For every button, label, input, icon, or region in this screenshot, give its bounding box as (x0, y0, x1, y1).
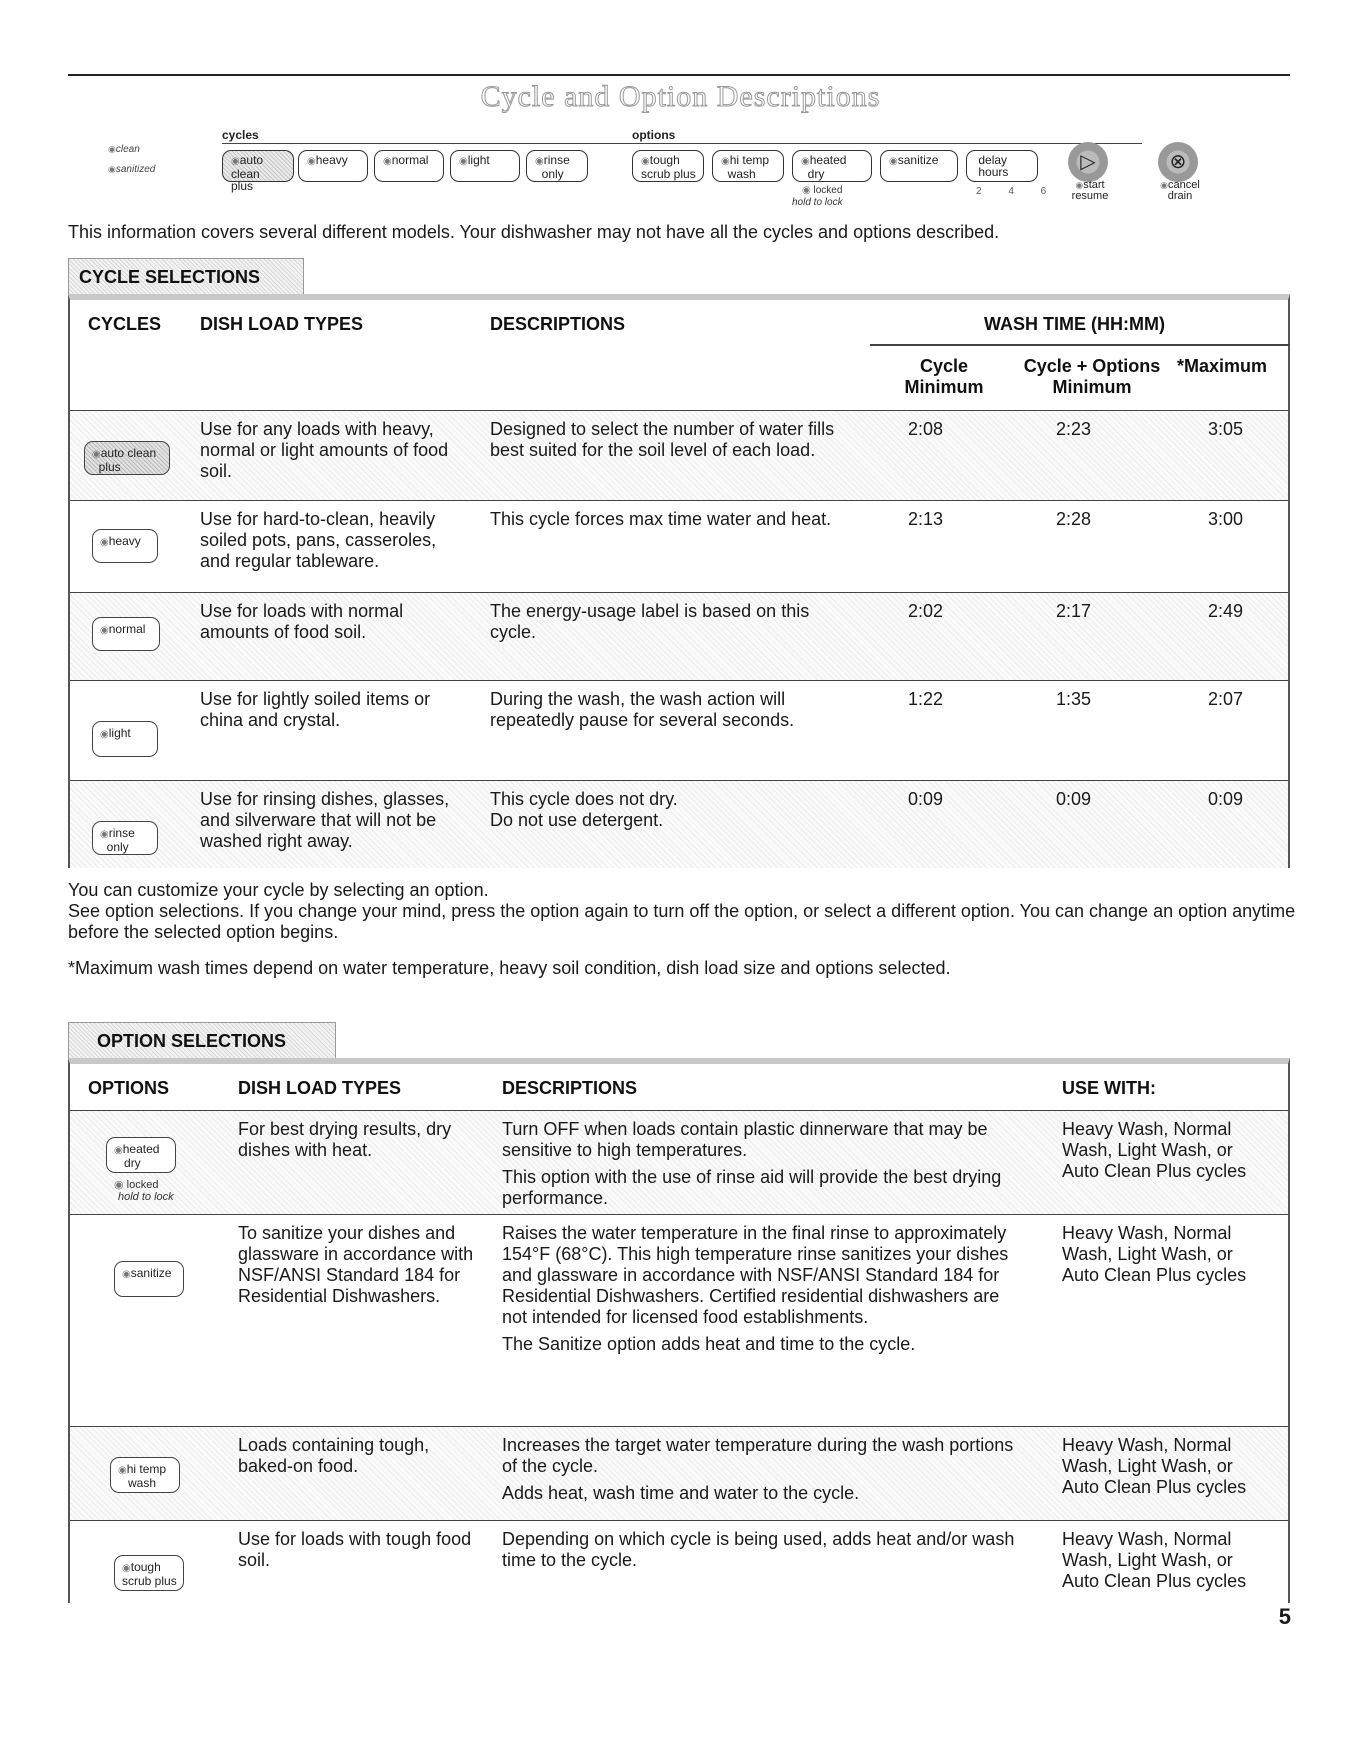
cycle-minimum-time: 2:08 (908, 419, 944, 439)
panel-cancel-button (1158, 142, 1198, 182)
cycle-load-type: Use for hard-to-clean, heavily soiled pots, pans, casseroles, and regular tableware. (200, 509, 437, 571)
option-use-with: Heavy Wash, Normal Wash, Light Wash, or Auto Clean Plus cycles (1062, 1223, 1247, 1285)
cycle-description: During the wash, the wash action will repeatedly pause for several seconds. (490, 689, 795, 730)
cycle-selections-tab: CYCLE SELECTIONS (68, 258, 304, 294)
page-number: 5 (1278, 1604, 1291, 1629)
heated-dry-locked-label: ◉ locked (114, 1179, 159, 1191)
page-title: Cycle and Option Descriptions (480, 80, 881, 113)
cycle-options-minimum-time: 2:23 (1056, 419, 1092, 439)
cycle-maximum-time: 3:00 (1208, 509, 1244, 529)
panel-locked-label: ◉ locked (802, 185, 843, 196)
panel-start-label: ◉start resume (1071, 179, 1109, 202)
cycle-options-minimum-time: 0:09 (1056, 789, 1092, 809)
cycle-row-rinse-only (70, 780, 1288, 868)
option-selections-table (68, 1058, 1290, 1603)
option-selections-tab: OPTION SELECTIONS (68, 1022, 336, 1058)
heated-dry-hold-to-lock-label: hold to lock (118, 1191, 174, 1203)
cycle-minimum-time: 2:13 (908, 509, 944, 529)
cycle-minimum-time: 0:09 (908, 789, 944, 809)
header-dish-load-types: DISH LOAD TYPES (200, 314, 364, 334)
panel-tough-scrub-plus-button: ◉tough scrub plus (632, 150, 704, 182)
header-descriptions: DESCRIPTIONS (502, 1078, 638, 1098)
cycle-row-light (70, 680, 1288, 780)
cycle-minimum-time: 2:02 (908, 601, 944, 621)
header-cycle-minimum: Cycle Minimum (904, 356, 984, 397)
cycle-description: This cycle does not dry. Do not use detergent. (490, 789, 678, 830)
panel-sanitize-button: ◉sanitize (880, 150, 958, 182)
wash-time-rule (870, 344, 1290, 346)
cycle-row-auto-clean-plus (70, 410, 1288, 500)
cycle-row-normal (70, 592, 1288, 680)
option-load-type: For best drying results, dry dishes with heat. (238, 1119, 452, 1160)
cycle-options-minimum-time: 2:17 (1056, 601, 1092, 621)
customize-note: You can customize your cycle by selecting an option. See option selections. If you change your mind, press the option again to turn off the option, or select a different option. You can change an option anytime before the selected option begins. (68, 880, 1296, 942)
top-rule (68, 74, 1290, 76)
option-description: Raises the water temperature in the final rinse to approximately 154°F (68°C). This high temperature rinse sanitizes your dishes and glassware in accordance with NSF/ANSI Standard 184 for Residential Dishwashers. Certified residential dishwashers are not intended for licensed food establishments. The Sanitize option adds heat and time to the cycle. (502, 1223, 1009, 1354)
cycle-load-type: Use for lightly soiled items or china and crystal. (200, 689, 431, 730)
option-description: Turn OFF when loads contain plastic dinnerware that may be sensitive to high temperatures. This option with the use of rinse aid will provide the best drying performance. (502, 1119, 1002, 1208)
option-row-tough-scrub-plus (70, 1520, 1288, 1609)
cycle-description: This cycle forces max time water and heat. (490, 509, 832, 529)
option-use-with: Heavy Wash, Normal Wash, Light Wash, or Auto Clean Plus cycles (1062, 1529, 1247, 1591)
cycle-selections-table (68, 294, 1290, 868)
header-cycle-options-minimum: Cycle + Options Minimum (1023, 356, 1161, 397)
intro-text: This information covers several different models. Your dishwasher may not have all the cycles and options described. (68, 222, 1000, 242)
header-use-with: USE WITH: (1062, 1078, 1156, 1098)
option-use-with: Heavy Wash, Normal Wash, Light Wash, or Auto Clean Plus cycles (1062, 1435, 1247, 1497)
cycle-minimum-time: 1:22 (908, 689, 944, 709)
panel-hold-to-lock-label: hold to lock (792, 197, 843, 208)
heavy-button-icon: ◉heavy (92, 529, 158, 563)
hi-temp-wash-button-icon: ◉hi temp wash (110, 1457, 180, 1493)
cycle-maximum-time: 0:09 (1208, 789, 1244, 809)
panel-light-button: ◉light (450, 150, 520, 182)
cycle-description: Designed to select the number of water fills best suited for the soil level of each load. (490, 419, 835, 460)
maximum-note: *Maximum wash times depend on water temperature, heavy soil condition, dish load size and options selected. (68, 958, 951, 978)
cycle-maximum-time: 2:07 (1208, 689, 1244, 709)
option-load-type: Use for loads with tough food soil. (238, 1529, 472, 1570)
play-icon: ▷ (1080, 151, 1096, 173)
options-group-rule (632, 143, 1142, 144)
panel-auto-clean-plus-button: ◉auto clean plus (222, 150, 294, 182)
panel-rinse-only-button: ◉rinse only (526, 150, 588, 182)
header-cycles: CYCLES (88, 314, 162, 334)
control-panel-illustration (100, 128, 1250, 210)
option-row-hi-temp-wash (70, 1426, 1288, 1520)
panel-hi-temp-wash-button: ◉hi temp wash (712, 150, 784, 182)
panel-cancel-label: ◉cancel drain (1160, 179, 1200, 202)
option-row-sanitize (70, 1214, 1288, 1426)
cancel-x-icon: ⊗ (1169, 151, 1187, 173)
panel-delay-hours-button: delay hours (966, 150, 1038, 182)
cycle-options-minimum-time: 1:35 (1056, 689, 1092, 709)
header-wash-time: WASH TIME (HH:MM) (984, 314, 1165, 334)
light-button-icon: ◉light (92, 721, 158, 757)
cycles-group-label: cycles (222, 128, 259, 142)
cycle-maximum-time: 3:05 (1208, 419, 1244, 439)
cycle-description: The energy-usage label is based on this cycle. (490, 601, 810, 642)
header-dish-load-types: DISH LOAD TYPES (238, 1078, 402, 1098)
cycle-maximum-time: 2:49 (1208, 601, 1244, 621)
options-group-label: options (632, 128, 676, 142)
sanitize-button-icon: ◉sanitize (114, 1261, 184, 1297)
cycle-options-minimum-time: 2:28 (1056, 509, 1092, 529)
header-descriptions: DESCRIPTIONS (490, 314, 626, 334)
cycle-load-type: Use for rinsing dishes, glasses, and silverware that will not be washed right away. (200, 789, 450, 851)
header-options: OPTIONS (88, 1078, 170, 1098)
panel-heavy-button: ◉heavy (298, 150, 368, 182)
option-description: Depending on which cycle is being used, adds heat and/or wash time to the cycle. (502, 1529, 1015, 1570)
sanitized-indicator: ◉ sanitized (108, 164, 155, 175)
auto-clean-plus-button-icon: ◉auto clean plus (84, 441, 170, 475)
normal-button-icon: ◉normal (92, 617, 160, 651)
option-description: Increases the target water temperature during the wash portions of the cycle. Adds heat, wash time and water to the cycle. (502, 1435, 1014, 1503)
clean-indicator: ◉ clean (108, 144, 140, 155)
option-row-heated-dry (70, 1110, 1288, 1214)
option-load-type: Loads containing tough, baked-on food. (238, 1435, 430, 1476)
cycle-load-type: Use for loads with normal amounts of food soil. (200, 601, 404, 642)
heated-dry-button-icon: ◉heated dry (106, 1137, 176, 1173)
rinse-only-button-icon: ◉rinse only (92, 821, 158, 855)
header-maximum: *Maximum (1177, 356, 1268, 376)
panel-start-button (1068, 142, 1108, 182)
option-use-with: Heavy Wash, Normal Wash, Light Wash, or Auto Clean Plus cycles (1062, 1119, 1247, 1181)
option-load-type: To sanitize your dishes and glassware in accordance with NSF/ANSI Standard 184 for Residential Dishwashers. (238, 1223, 474, 1306)
panel-heated-dry-button: ◉heated dry (792, 150, 872, 182)
panel-normal-button: ◉normal (374, 150, 444, 182)
cycle-load-type: Use for any loads with heavy, normal or light amounts of food soil. (200, 419, 449, 481)
panel-delay-numbers: 2 4 6 (976, 186, 1059, 197)
cycle-row-heavy (70, 500, 1288, 592)
tough-scrub-plus-button-icon: ◉tough scrub plus (114, 1555, 184, 1591)
